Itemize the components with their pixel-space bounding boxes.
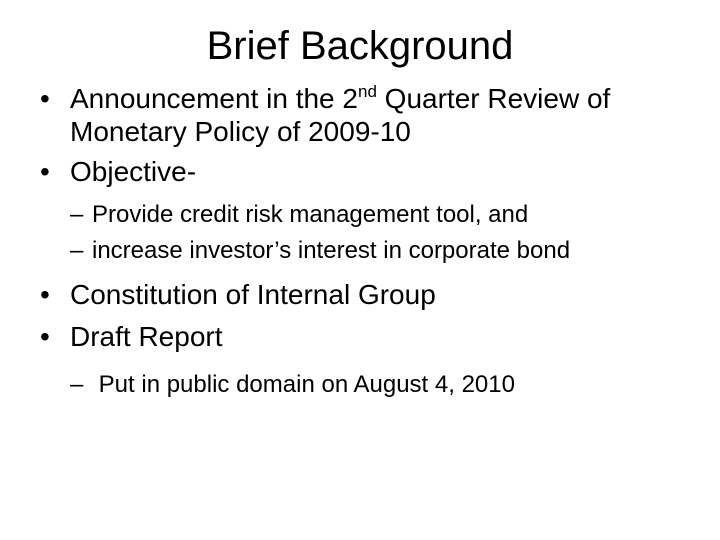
sub-bullet-dash: –	[70, 237, 84, 264]
bullet-objective	[40, 155, 710, 188]
bullet-dot: •	[40, 279, 50, 310]
sub-bullet-public-domain-text: Put in public domain on August 4, 2010	[92, 371, 515, 398]
bullet-draft-report-text: Draft Report	[70, 321, 223, 352]
bullet-draft-report	[40, 320, 710, 353]
bullet-internal-group-text: Constitution of Internal Group	[70, 279, 436, 310]
sub-bullet-dash: –	[70, 201, 84, 228]
bullet-dot: •	[40, 156, 50, 187]
slide-title: Brief Background	[206, 24, 514, 68]
ordinal-suffix: nd	[357, 82, 377, 101]
sub-bullet-investor-interest-text: increase investor’s interest in corporate bond	[92, 237, 571, 264]
sub-bullet-investor-interest	[40, 237, 710, 265]
bullet-dot: •	[40, 83, 50, 114]
bullet-objective-text: Objective-	[70, 156, 197, 187]
sub-bullet-public-domain	[40, 371, 710, 399]
bullet-announcement-text: Announcement in the 2nd Quarter Review of Monetary Policy of 2009-10	[70, 82, 611, 147]
sub-bullet-dash: –	[70, 371, 84, 398]
bullet-dot: •	[40, 321, 50, 352]
sub-bullet-credit-risk-text: Provide credit risk management tool, and	[92, 201, 529, 228]
bullet-announcement	[40, 82, 710, 148]
bullet-list	[40, 78, 710, 399]
bullet-internal-group	[40, 278, 710, 311]
sub-bullet-credit-risk	[40, 201, 710, 229]
